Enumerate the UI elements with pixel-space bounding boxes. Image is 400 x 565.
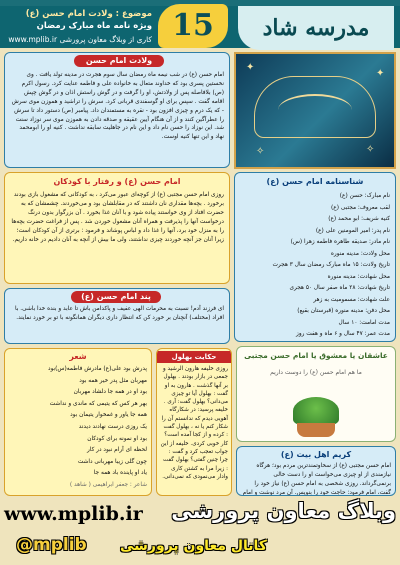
id-line: کنیه شریف: ابو محمد (ع)	[328, 216, 390, 222]
id-line: مدت عمر: ۴۷ سال و ۶ ماه و هفت روز	[296, 331, 390, 337]
id-line: محل دفن: مدینه منوره (قبرستان بقیع)	[297, 308, 390, 314]
birth-title: ولادت امام حسن	[74, 55, 164, 67]
id-card-title: شناسنامه امام حسن (ع)	[266, 177, 364, 186]
birth-section	[4, 52, 230, 168]
poem-section	[4, 348, 152, 496]
poem-lines	[9, 364, 147, 491]
calligraphy-stroke-icon	[278, 94, 352, 126]
star-icon: ✦	[376, 68, 385, 79]
footer-handle[interactable]: @mplib	[16, 535, 87, 555]
header-info	[6, 6, 156, 52]
id-line: لقب معروف: مجتبی (ع)	[331, 204, 390, 211]
behavior-section	[4, 172, 230, 284]
subject-label: موضوع : ولادت امام حسن (ع)	[25, 9, 152, 19]
cactus-card	[236, 346, 396, 442]
anecdote-section	[156, 348, 232, 496]
generosity-section	[236, 446, 396, 496]
pot-icon	[297, 423, 335, 437]
advice-section	[4, 288, 230, 344]
id-line: نام مبارک: حسن (ع)	[339, 193, 390, 199]
id-line: نام مادر: صدیقه طاهره فاطمه زهرا (س)	[290, 239, 390, 245]
generosity-text: امام حسن مجتبی (ع) از سخاوتمندترین مردم بود؛ هرگاه نیازمندی از او چیزی می‌خواست او را دست خالی برنمی‌گرداند. روزی شخصی به امام حسن (ع) نیاز خود را گفت، امام فرمود: حاجت خود را بنویس. آن مرد نوشت و امام	[242, 463, 391, 496]
birth-text: امام حسن (ع) در شب نیمه ماه رمضان سال سوم هجرت در مدینه تولد یافت . وی نخستین پسری بود که خداوند متعال به خانواده علی و فاطمه عنایت کرد. رسول اکرم (ص) بلافاصله پس از ولادتش، او را گرفت و در گوش راستش اذان و در گوش چپش اقامه گفت . سپس برای او گوسفندی قربانی کرد. سرش را تراشید و هموزن موی سرش - که یک درم و چیزی افزون بود - نقره به مستمندان داد. پیامبر (ص) دستور داد تا سرش را عطرآگین کنند و از آن هنگام آیین عقیقه و صدقه دادن به هموزن موی سر نوزاد سنت شد. این نوزاد را حسن نام داد و این نام در جاهلیت سابقه نداشت . کنیه او را ابومحمد نهاد و این تنها کنیه اوست.	[11, 72, 224, 141]
id-line: تاریخ ولادت: ۱۵ ماه مبارک رمضان سال ۳ هجرت	[272, 262, 390, 268]
imam-hassan-calligraphy-image	[234, 52, 396, 169]
poem-line: پدرش بود علی(ع) مادرش فاطمه(س)بود	[47, 366, 147, 372]
issue-number: 15	[158, 4, 228, 48]
id-line: محل شهادت: مدینه منوره	[327, 273, 390, 280]
star-icon: ✧	[366, 144, 375, 155]
poem-title: شعر	[69, 352, 87, 361]
id-card-list	[240, 191, 390, 341]
id-line: محل ولادت: مدینه منوره	[330, 250, 390, 257]
poem-line: لحظه ای آرام نبود در کار	[87, 447, 147, 454]
advice-text: ای فرزند آدم! نسبت به محرمات الهی عفیف و پاکدامن باش تا عابد و بنده خدا باشی. با افراد (مختلف) آنچنان بر خورد کن که انتظار داری دیگران همانگونه با تو بر خورد نمایند.	[15, 306, 224, 321]
poem-line: مهربان مثل پدر خیر همه بود	[79, 377, 147, 384]
id-line: علت شهادت: مسمومیت به زهر	[313, 296, 390, 303]
credit-label: کاری از وبلاگ معاون پرورشی www.mplib.ir	[8, 35, 152, 44]
poem-line: یک روزی درست نهادند دیدند	[78, 423, 147, 430]
id-line: مدت امامت: ۱۰ سال	[338, 319, 390, 326]
star-icon: ✧	[256, 146, 265, 157]
id-line: تاریخ شهادت: ۲۸ ماه صفر سال ۵۰ هجری	[289, 285, 390, 291]
star-icon: ✦	[246, 62, 255, 73]
poem-line: بهر هر کس که یتیمی که ماندی و نداشت	[49, 400, 147, 407]
poem-line: چون گلی زیبا مهربانی داشت	[77, 458, 147, 465]
poem-line: همه جا یاور و غمخوار یتیمان بود	[70, 412, 147, 419]
footer-url[interactable]: www.mplib.ir	[4, 503, 143, 525]
anecdote-text: روزی خلیفه هارون الرشید و جمعی در بازار بودند . بهلول بر آنها گذشت . هارون به او گفت : بهلول آیا تو چیزی می‌دانی؟ بهلول گفت: آری . خلیفه پرسید: در شکارگاه آهویی دیدم که ندانستم آن را شکار کنم یا نه ، بهلول گفت : کرده و از کجا آمده است؟ کار خوبی کردی. خلیفه از این جواب تعجب کرد و گفت : چرا چنین گفتی؟ بهلول گفت : زیرا مرا به کشتن کاری وادار می‌نمودی که نمی‌دانی.	[160, 366, 228, 480]
card-caption: عاشقان یا معشوق یا امام حسن مجتبی	[244, 351, 388, 360]
poem-line: یاد او پاینده باد همه جا	[93, 470, 147, 477]
poem-author: شاعر : جعفر ابراهیمی ( شاهد )	[69, 481, 147, 488]
card-note: ما هم امام حسن (ع) را دوست داریم	[270, 369, 362, 376]
special-label: ویژه نامه ماه مبارک رمضان	[36, 21, 152, 31]
cactus-icon	[293, 397, 339, 425]
poem-line: بود او در همه جا دلشاد مهربان	[73, 389, 147, 396]
brand-title: مدرسه شاد	[238, 6, 394, 50]
footer-blog-title: وبلاگ معاون پرورشی	[171, 499, 396, 523]
id-line: نام پدر: امیر المومنین علی (ع)	[315, 227, 390, 234]
behavior-text: روزی امام حسن مجتبی (ع) از کوچه‌ای عبور می‌کرد ، به کودکانی که مشغول بازی بودند برخورد . بچه‌ها مقداری نان داشتند که در مقابلشان بود و می‌خوردند. چشمشان که به حضرت افتاد از وی خواستند پیاده شود و با آنان غذا بخورد . آن بزرگوار بدون درنگ درخواست آنها را پذیرفت و همراه آنان مشغول خوردن شد . پس از فراغت حضرت بچه‌ها را به منزل خود برد، آنها را غذا داد و لباس پوشاند و فرمود : برتری از آن کودکان است؛ زیرا آنان جز آنچه خوردند چیزی نداشتند، ولی ما بیش از آنچه به آنان دادیم در خانه داریم.	[11, 192, 224, 243]
poem-line: بود او نمونه برای کودکان	[87, 435, 147, 442]
advice-title: پند امام حسن (ع)	[71, 291, 161, 303]
behavior-title: امام حسن (ع) و رفتار با کودکان	[53, 177, 181, 186]
generosity-title: کریم اهل بیت (ع)	[280, 450, 352, 459]
footer-channel: کانال معاون پرورشی	[120, 538, 267, 554]
anecdote-title: حکایت بهلول	[157, 351, 231, 363]
id-card-section	[234, 172, 396, 342]
